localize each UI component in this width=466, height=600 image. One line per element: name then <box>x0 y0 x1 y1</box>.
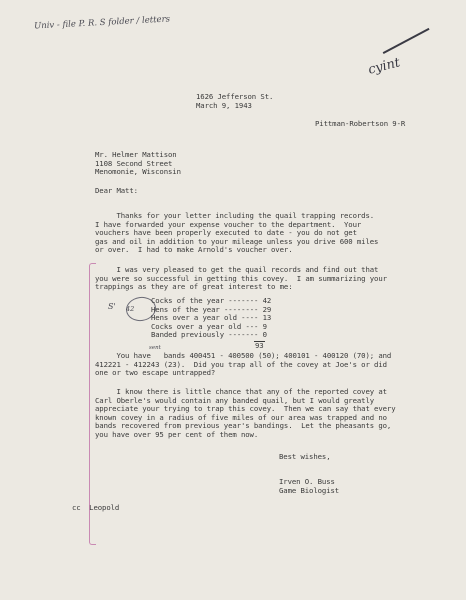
signature-title: Game Biologist <box>279 485 340 495</box>
handwritten-file-note: Univ - file P. R. S folder / letters <box>33 14 171 32</box>
sender-address-line: 1626 Jefferson St. <box>196 92 274 101</box>
handwritten-corner-mark: cyint <box>366 55 402 78</box>
text-line: I know there is little chance that any of the reported covey at <box>95 387 387 396</box>
text-line: you have over 95 per cent of them now. <box>95 430 259 439</box>
text-line: Carl Oberle's would contain any banded quail, but I would greatly <box>95 395 375 405</box>
carbon-copy: cc Leopold <box>72 503 120 512</box>
summary-line: Banded previously ------- 0 <box>151 330 267 340</box>
text-line: gas and oil in addition to your mileage unless you drive 600 miles <box>95 236 379 246</box>
text-line: vouchers have been properly executed to date - you do not get <box>95 228 357 238</box>
summary-line: Cocks over a year old --- 9 <box>151 321 267 331</box>
handwritten-circled-number: 42 <box>126 305 135 313</box>
signature-name: Irven O. Buss <box>279 477 335 486</box>
text-line: trappings as they are of great interest to me: <box>95 282 293 292</box>
corner-mark-stroke <box>383 28 430 54</box>
text-line: one or two escape untrapped? <box>95 368 216 378</box>
project-reference: Pittman-Robertson 9-R <box>315 119 406 128</box>
closing: Best wishes, <box>279 452 331 461</box>
text-line: Thanks for your letter including the quail trapping records. <box>95 211 375 220</box>
text-line: You have bands 400451 - 400500 (50); 400101 - 400120 (70); and <box>95 351 392 360</box>
recipient-city: Menomonie, Wisconsin <box>95 167 181 177</box>
text-line: known covey in a radius of five miles of our area was trapped and no <box>95 412 387 422</box>
letter-date: March 9, 1943 <box>196 100 252 110</box>
summary-total: 93 <box>255 341 264 350</box>
text-line: bands recovered from previous year's bandings. Let the pheasants go, <box>95 421 392 431</box>
recipient-street: 1108 Second Street <box>95 158 173 168</box>
text-line: you were so successful in getting this covey. I am summarizing your <box>95 273 387 283</box>
recipient-name: Mr. Helmer Mattison <box>95 150 177 159</box>
summary-line: Hens over a year old ---- 13 <box>151 313 272 323</box>
summary-line: Hens of the year -------- 29 <box>151 304 272 314</box>
summary-line: Cocks of the year ------- 42 <box>151 296 272 305</box>
text-line: I was very pleased to get the quail records and find out that <box>95 265 379 274</box>
text-line: appreciate your trying to trap this covey. Then we can say that every <box>95 404 396 414</box>
text-line: I have forwarded your expense voucher to the department. Your <box>95 219 362 229</box>
text-line: 412221 - 412243 (23). Did you trap all of the covey at Joe's or did <box>95 359 387 369</box>
text-line: or over. I had to make Arnold's voucher over. <box>95 245 293 255</box>
handwritten-insert: sent <box>149 345 161 351</box>
handwritten-margin-note: S' <box>108 302 116 311</box>
salutation: Dear Matt: <box>95 186 138 195</box>
